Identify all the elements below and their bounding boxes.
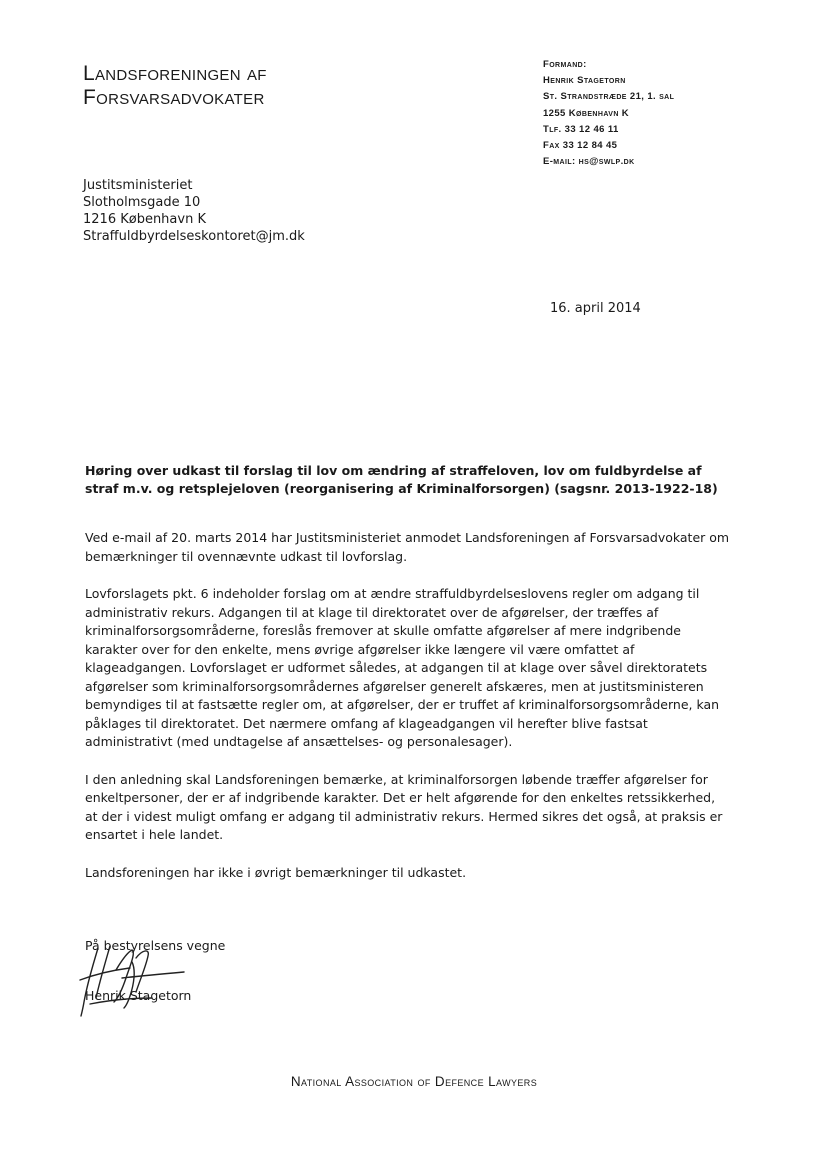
body-paragraph: Landsforeningen har ikke i øvrigt bemærkninger til udkastet. [85,864,467,880]
chairman-label: Formand: [543,59,587,70]
handwritten-signature [70,940,200,1020]
chairman-city: 1255 København K [543,107,630,119]
organization-name-line-2: Forsvarsadvokater [83,86,265,109]
letter-subject: Høring over udkast til forslag til lov om ændring af straffeloven, lov om fuldbyrdelse af straf m.v. og retsplejeloven (reorganisering af Kriminalforsorgen) (sagsnr. 2013-1922-18) [85,463,718,496]
chairman-name: Henrik Stagetorn [543,75,626,87]
chairman-email: E-mail: hs@swlp.dk [543,156,635,168]
chairman-contact-block [543,57,674,170]
recipient-street: Slotholmsgade 10 [83,195,201,210]
organization-name [83,62,267,110]
recipient-address [83,177,305,245]
body-paragraph: Lovforslagets pkt. 6 indeholder forslag om at ændre straffuldbyrdelseslovens regler om adgang til administrativ rekurs. Adgangen til at klage til direktoratet over de afgørelser, der træffes af kriminalforsorgsområderne, foreslås fremover at skulle omfatte afgørelser af mere indgribende karakter over for den enkelte, mens øvrige afgørelser ikke længere vil være omfattet af klageadgangen. Lovforslaget er udformet således, at adgangen til at klage over såvel direktoratets afgørelser som kriminalforsorgsområdernes afgørelser generelt afskæres, men at justitsministeren bemyndiges til at fastsætte regler om, at afgørelser, der er truffet af kriminalforsorgsområderne, kan påklages til direktoratet. Det nærmere omfang af klageadgangen vil herefter blive fastsat administrativt (med undtagelse af ansættelses- og personalesager). [85,586,720,749]
recipient-email: Straffuldbyrdelseskontoret@jm.dk [83,229,305,244]
closing-phrase: På bestyrelsens vegne [85,938,226,953]
letter-body [85,529,730,901]
body-paragraph: Ved e-mail af 20. marts 2014 har Justitsministeriet anmodet Landsforeningen af Forsvarsadvokater om bemærkninger til ovennævnte udkast til lovforslag. [85,530,730,564]
recipient-name: Justitsministeriet [83,178,193,193]
chairman-fax: Fax 33 12 84 45 [543,140,618,152]
organization-name-line-1: Landsforeningen af [83,62,267,85]
chairman-street: St. Strandstræde 21, 1. sal [543,91,675,103]
body-paragraph: I den anledning skal Landsforeningen bemærke, at kriminalforsorgen løbende træffer afgørelser for enkeltpersoner, der er af indgribende karakter. Det er helt afgørende for den enkeltes retssikkerhed, at der i videst muligt omfang er adgang til administrativ rekurs. Hermed sikres det også, at praksis er ensartet i hele landet. [85,771,723,842]
chairman-phone: Tlf. 33 12 46 11 [543,123,619,135]
recipient-city: 1216 København K [83,212,206,227]
letter-date: 16. april 2014 [550,301,641,316]
footer-english-name: National Association of Defence Lawyers [290,1074,538,1089]
signatory-name: Henrik Stagetorn [85,988,192,1003]
